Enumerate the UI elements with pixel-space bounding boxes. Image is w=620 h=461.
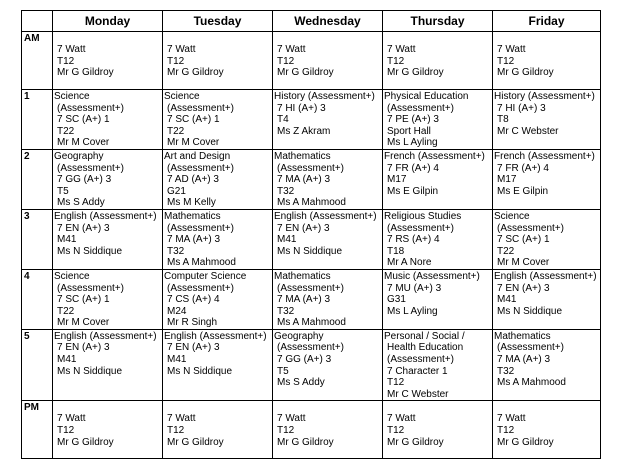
lesson-cell-monday[interactable] xyxy=(53,209,163,269)
lesson-line: M41 xyxy=(497,294,517,306)
period-row-p3 xyxy=(22,209,601,269)
lesson-line: 7 SC (A+) 1 xyxy=(167,114,220,126)
lesson-line: History (Assessment+) xyxy=(494,91,595,102)
lesson-cell-friday[interactable] xyxy=(493,90,601,150)
lesson-cell-tuesday[interactable] xyxy=(163,32,273,90)
lesson-line: T8 xyxy=(497,114,509,126)
lesson-line: 7 GG (A+) 3 xyxy=(57,174,112,186)
lesson-line: (Assessment+) xyxy=(387,222,454,234)
lesson-line: Ms L Ayling xyxy=(387,137,438,149)
lesson-line: Computer Science xyxy=(164,270,247,282)
lesson-line: (Assessment+) xyxy=(387,102,454,114)
lesson-cell-friday[interactable] xyxy=(493,401,601,459)
lesson-line: 7 Watt xyxy=(167,44,196,55)
lesson-line: Mr G Gildroy xyxy=(387,436,444,448)
lesson-cell-wednesday[interactable] xyxy=(273,329,383,401)
lesson-line: Personal / Social / xyxy=(384,330,465,342)
lesson-line: 7 Character 1 xyxy=(387,365,448,377)
lesson-line: 7 MA (A+) 3 xyxy=(167,234,221,246)
lesson-line: English (Assessment+) xyxy=(164,330,267,342)
lesson-line: Mr M Cover xyxy=(57,137,110,149)
lesson-line: Mr G Gildroy xyxy=(387,67,444,79)
lesson-line: English (Assessment+) xyxy=(494,270,597,282)
lesson-line: 7 EN (A+) 3 xyxy=(57,342,110,354)
lesson-line: Mathematics xyxy=(274,270,331,282)
lesson-line: M17 xyxy=(497,174,517,186)
lesson-line: T12 xyxy=(57,425,75,437)
lesson-cell-wednesday[interactable] xyxy=(273,209,383,269)
lesson-line: Ms Z Akram xyxy=(277,125,331,137)
lesson-line: (Assessment+) xyxy=(387,354,454,366)
lesson-cell-thursday[interactable] xyxy=(383,269,493,329)
lesson-line: (Assessment+) xyxy=(277,282,344,294)
lesson-line: G31 xyxy=(387,294,406,306)
lesson-cell-tuesday[interactable] xyxy=(163,209,273,269)
period-label: 3 xyxy=(22,209,53,269)
day-header-thursday: Thursday xyxy=(383,11,493,32)
lesson-line: 7 Watt xyxy=(167,413,196,425)
lesson-line: Mr G Gildroy xyxy=(277,67,334,79)
lesson-line: 7 GG (A+) 3 xyxy=(277,354,332,366)
lesson-line: 7 RS (A+) 4 xyxy=(387,234,440,246)
lesson-cell-tuesday[interactable] xyxy=(163,401,273,459)
lesson-line: Ms N Siddique xyxy=(167,365,233,377)
lesson-line: Mr M Cover xyxy=(57,317,110,329)
lesson-line: T4 xyxy=(277,114,289,126)
lesson-line: M24 xyxy=(167,305,187,317)
lesson-line: Ms E Gilpin xyxy=(497,185,549,197)
lesson-line: French (Assessment+) xyxy=(384,150,485,162)
lesson-line: T12 xyxy=(167,55,185,67)
lesson-line: Mathematics xyxy=(274,150,331,162)
lesson-line: M41 xyxy=(57,354,77,366)
lesson-line: (Assessment+) xyxy=(167,282,234,294)
day-header-monday: Monday xyxy=(53,11,163,32)
lesson-line: Mr M Cover xyxy=(167,137,220,149)
lesson-line: (Assessment+) xyxy=(497,222,564,234)
period-row-p5 xyxy=(22,329,601,401)
lesson-cell-tuesday[interactable] xyxy=(163,90,273,150)
lesson-line: T12 xyxy=(387,425,405,437)
lesson-cell-thursday[interactable] xyxy=(383,209,493,269)
lesson-line: Ms N Siddique xyxy=(57,365,123,377)
lesson-cell-thursday[interactable] xyxy=(383,90,493,150)
lesson-cell-thursday[interactable] xyxy=(383,329,493,401)
corner-cell xyxy=(22,11,53,32)
lesson-line: T12 xyxy=(277,425,295,437)
lesson-line: Physical Education xyxy=(384,91,469,102)
lesson-line: 7 Watt xyxy=(497,413,526,425)
lesson-line: 7 SC (A+) 1 xyxy=(497,234,550,246)
lesson-line: Mr C Webster xyxy=(387,388,449,400)
lesson-cell-monday[interactable] xyxy=(53,90,163,150)
day-header-wednesday: Wednesday xyxy=(273,11,383,32)
lesson-cell-monday[interactable] xyxy=(53,32,163,90)
lesson-line: M41 xyxy=(277,234,297,246)
lesson-line: 7 Watt xyxy=(277,44,306,55)
lesson-line: T12 xyxy=(387,377,405,389)
lesson-line: Ms S Addy xyxy=(57,197,105,209)
lesson-line: Mr M Cover xyxy=(497,257,550,269)
lesson-line: (Assessment+) xyxy=(57,282,124,294)
lesson-line: 7 PE (A+) 3 xyxy=(387,114,439,126)
period-row-p4 xyxy=(22,269,601,329)
lesson-cell-friday[interactable] xyxy=(493,329,601,401)
day-header-row xyxy=(22,11,601,32)
lesson-line: Mr G Gildroy xyxy=(277,436,334,448)
lesson-line: (Assessment+) xyxy=(167,102,234,114)
lesson-cell-friday[interactable] xyxy=(493,209,601,269)
lesson-line: 7 Watt xyxy=(57,44,86,55)
lesson-line: G21 xyxy=(167,185,186,197)
lesson-line: 7 Watt xyxy=(277,413,306,425)
lesson-line: Mr C Webster xyxy=(497,125,559,137)
lesson-line: M41 xyxy=(57,234,77,246)
lesson-line: T5 xyxy=(277,365,289,377)
lesson-line: T18 xyxy=(387,245,405,257)
lesson-cell-thursday[interactable] xyxy=(383,401,493,459)
lesson-line: Mr G Gildroy xyxy=(497,436,554,448)
lesson-cell-wednesday[interactable] xyxy=(273,269,383,329)
period-label: 2 xyxy=(22,149,53,209)
lesson-cell-friday[interactable] xyxy=(493,269,601,329)
period-label: 1 xyxy=(22,90,53,150)
lesson-line: 7 Watt xyxy=(57,413,86,425)
lesson-line: 7 SC (A+) 1 xyxy=(57,294,110,306)
lesson-line: (Assessment+) xyxy=(167,162,234,174)
lesson-line: 7 HI (A+) 3 xyxy=(277,102,326,114)
lesson-line: (Assessment+) xyxy=(57,162,124,174)
lesson-line: T12 xyxy=(277,55,295,67)
lesson-line: Geography xyxy=(274,330,324,342)
lesson-line: T12 xyxy=(57,55,75,67)
lesson-line: T32 xyxy=(167,245,185,257)
lesson-line: Mr G Gildroy xyxy=(497,67,554,79)
lesson-line: Ms E Gilpin xyxy=(387,185,439,197)
lesson-line: Science xyxy=(494,210,530,222)
timetable xyxy=(21,10,601,459)
lesson-cell-monday[interactable] xyxy=(53,329,163,401)
lesson-line: 7 EN (A+) 3 xyxy=(277,222,330,234)
period-row-p1 xyxy=(22,90,601,150)
lesson-line: Mr R Singh xyxy=(167,317,218,329)
lesson-line: History (Assessment+) xyxy=(274,91,375,102)
period-label: AM xyxy=(22,32,53,90)
lesson-line: Science xyxy=(54,91,90,102)
lesson-line: Music (Assessment+) xyxy=(384,270,480,282)
lesson-line: English (Assessment+) xyxy=(54,330,157,342)
lesson-cell-friday[interactable] xyxy=(493,32,601,90)
lesson-line: Geography xyxy=(54,150,104,162)
lesson-cell-monday[interactable] xyxy=(53,401,163,459)
lesson-line: Art and Design xyxy=(164,150,231,162)
lesson-line: Ms L Ayling xyxy=(387,305,438,317)
lesson-line: Ms A Mahmood xyxy=(277,317,346,329)
lesson-line: Mr G Gildroy xyxy=(167,436,224,448)
lesson-line: Mr A Nore xyxy=(387,257,432,269)
lesson-line: Religious Studies xyxy=(384,210,462,222)
lesson-cell-wednesday[interactable] xyxy=(273,90,383,150)
lesson-line: Ms N Siddique xyxy=(277,245,343,257)
period-label: PM xyxy=(22,401,53,459)
lesson-line: T32 xyxy=(497,365,515,377)
lesson-line: Sport Hall xyxy=(387,125,431,137)
lesson-line: T12 xyxy=(497,425,515,437)
lesson-line: Mr G Gildroy xyxy=(57,67,114,79)
lesson-line: T22 xyxy=(497,245,515,257)
period-row-pm xyxy=(22,401,601,459)
lesson-line: English (Assessment+) xyxy=(274,210,377,222)
lesson-line: 7 MA (A+) 3 xyxy=(277,174,331,186)
lesson-line: Mr G Gildroy xyxy=(167,67,224,79)
lesson-line: English (Assessment+) xyxy=(54,210,157,222)
lesson-cell-monday[interactable] xyxy=(53,149,163,209)
lesson-line: 7 FR (A+) 4 xyxy=(497,162,549,174)
lesson-line: 7 EN (A+) 3 xyxy=(497,282,550,294)
lesson-line: Ms M Kelly xyxy=(167,197,216,209)
lesson-line: 7 Watt xyxy=(387,44,416,55)
lesson-cell-tuesday[interactable] xyxy=(163,329,273,401)
period-row-am xyxy=(22,32,601,90)
lesson-cell-wednesday[interactable] xyxy=(273,401,383,459)
lesson-line: 7 Watt xyxy=(497,44,526,55)
lesson-line: (Assessment+) xyxy=(167,222,234,234)
lesson-line: 7 MA (A+) 3 xyxy=(277,294,331,306)
lesson-line: Ms N Siddique xyxy=(497,305,563,317)
lesson-line: 7 HI (A+) 3 xyxy=(497,102,546,114)
lesson-cell-wednesday[interactable] xyxy=(273,32,383,90)
period-label: 4 xyxy=(22,269,53,329)
lesson-cell-thursday[interactable] xyxy=(383,32,493,90)
lesson-line: Ms A Mahmood xyxy=(167,257,236,269)
lesson-line: (Assessment+) xyxy=(497,342,564,354)
lesson-line: M41 xyxy=(167,354,187,366)
lesson-line: T12 xyxy=(167,425,185,437)
lesson-line: T22 xyxy=(167,125,185,137)
lesson-line: Ms N Siddique xyxy=(57,245,123,257)
lesson-line: T12 xyxy=(387,55,405,67)
lesson-line: Science xyxy=(54,270,90,282)
lesson-line: 7 FR (A+) 4 xyxy=(387,162,439,174)
lesson-line: Health Education xyxy=(387,342,464,354)
lesson-line: 7 SC (A+) 1 xyxy=(57,114,110,126)
lesson-line: Science xyxy=(164,91,200,102)
lesson-line: T12 xyxy=(497,55,515,67)
lesson-line: 7 AD (A+) 3 xyxy=(167,174,219,186)
lesson-line: 7 EN (A+) 3 xyxy=(57,222,110,234)
lesson-line: 7 MA (A+) 3 xyxy=(497,354,551,366)
lesson-cell-thursday[interactable] xyxy=(383,149,493,209)
lesson-line: Ms A Mahmood xyxy=(497,377,566,389)
lesson-line: (Assessment+) xyxy=(277,162,344,174)
lesson-line: T22 xyxy=(57,125,75,137)
lesson-line: Ms A Mahmood xyxy=(277,197,346,209)
lesson-line: Mathematics xyxy=(494,330,551,342)
lesson-line: T32 xyxy=(277,305,295,317)
lesson-line: Ms S Addy xyxy=(277,377,325,389)
day-header-friday: Friday xyxy=(493,11,601,32)
lesson-line: 7 EN (A+) 3 xyxy=(167,342,220,354)
lesson-line: Mathematics xyxy=(164,210,221,222)
period-row-p2 xyxy=(22,149,601,209)
lesson-cell-tuesday[interactable] xyxy=(163,149,273,209)
lesson-line: 7 Watt xyxy=(387,413,416,425)
day-header-tuesday: Tuesday xyxy=(163,11,273,32)
lesson-line: M17 xyxy=(387,174,407,186)
lesson-cell-monday[interactable] xyxy=(53,269,163,329)
lesson-line: French (Assessment+) xyxy=(494,150,595,162)
lesson-line: 7 CS (A+) 4 xyxy=(167,294,220,306)
lesson-line: (Assessment+) xyxy=(277,342,344,354)
lesson-line: 7 MU (A+) 3 xyxy=(387,282,442,294)
lesson-cell-friday[interactable] xyxy=(493,149,601,209)
lesson-line: T5 xyxy=(57,185,69,197)
lesson-cell-wednesday[interactable] xyxy=(273,149,383,209)
lesson-line: Mr G Gildroy xyxy=(57,436,114,448)
lesson-line: (Assessment+) xyxy=(57,102,124,114)
lesson-line: T22 xyxy=(57,305,75,317)
period-label: 5 xyxy=(22,329,53,401)
lesson-cell-tuesday[interactable] xyxy=(163,269,273,329)
lesson-line: T32 xyxy=(277,185,295,197)
